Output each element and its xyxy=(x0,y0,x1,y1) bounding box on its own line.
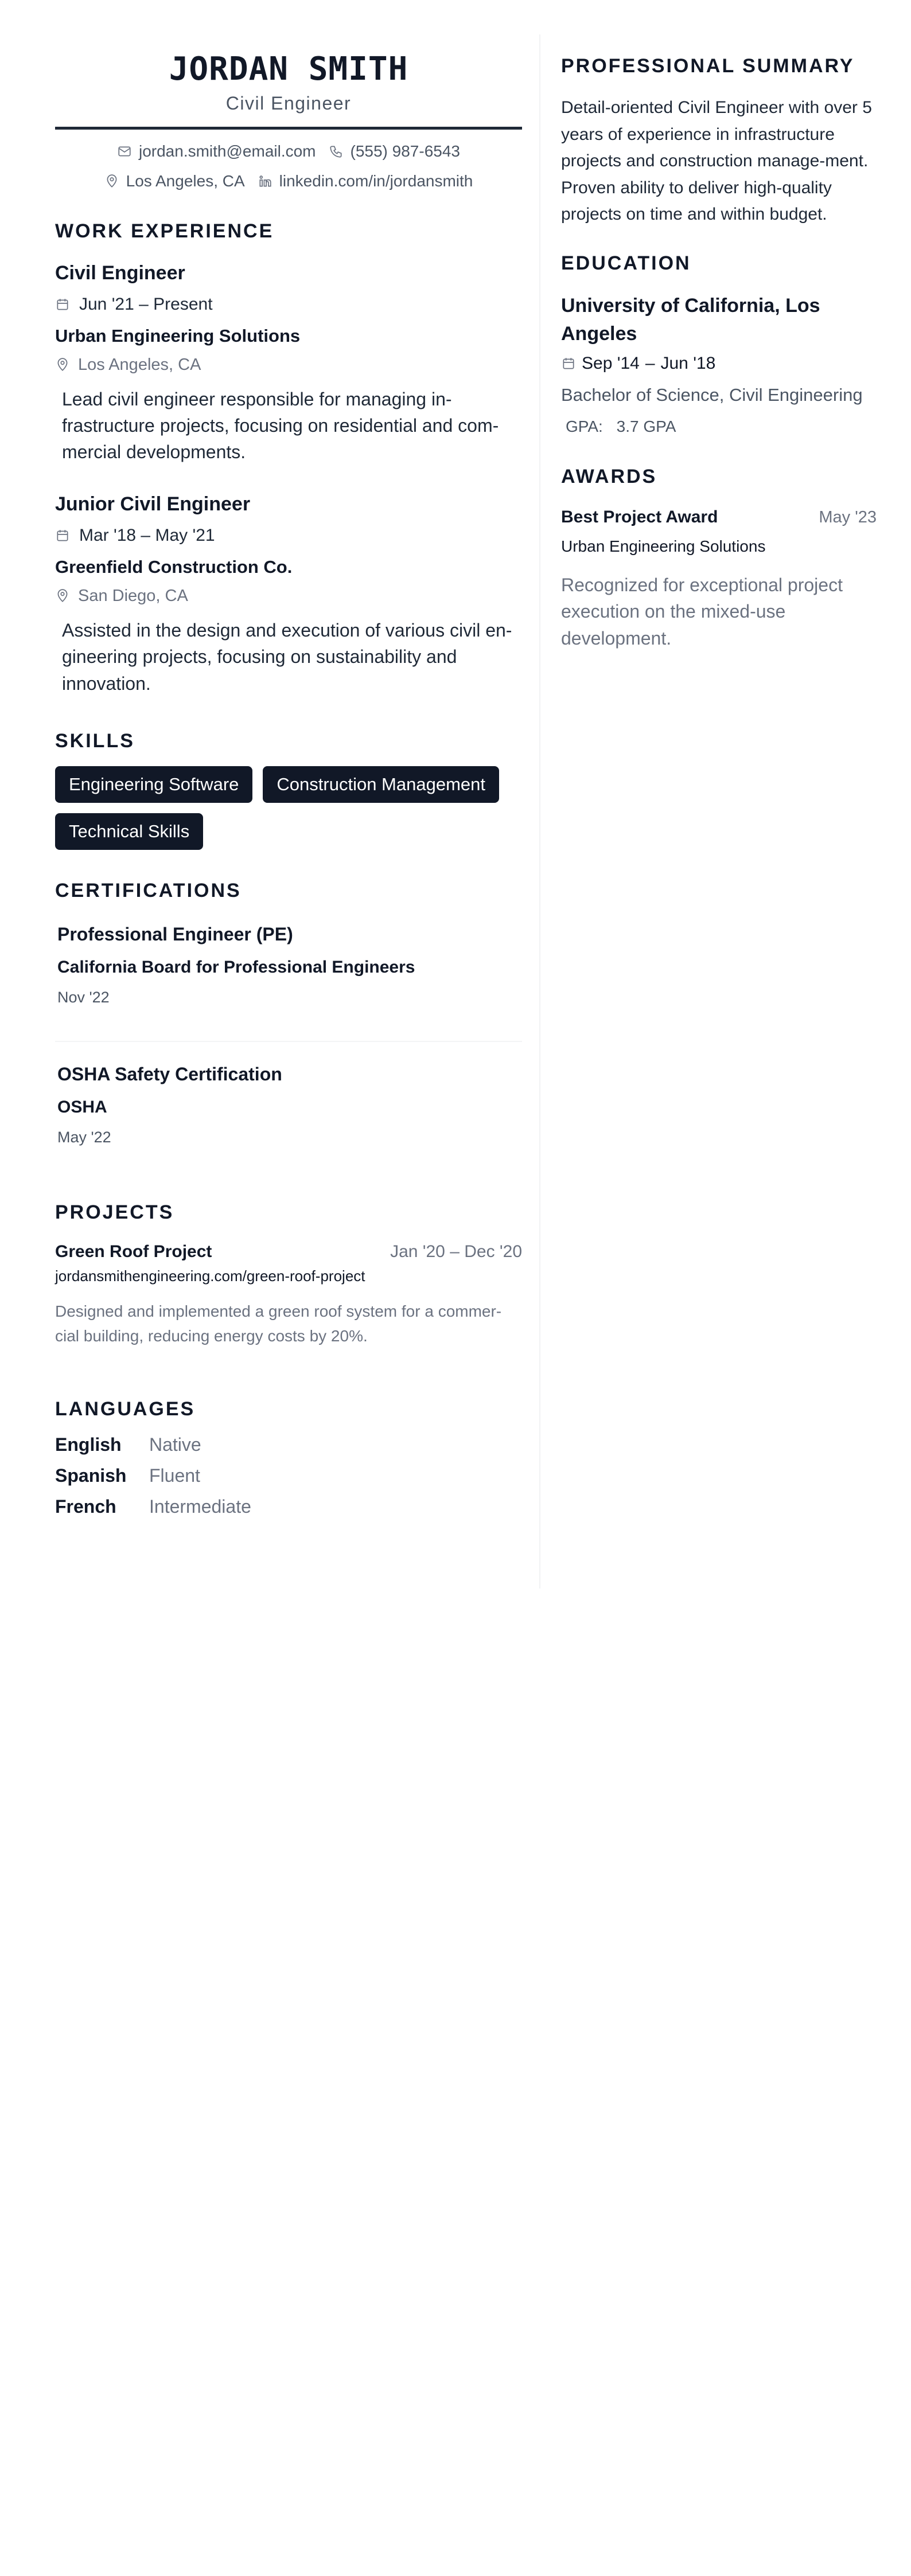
project-dates: Jan '20 – Dec '20 xyxy=(390,1242,522,1261)
gpa-row xyxy=(561,417,877,436)
certification-entry xyxy=(55,924,522,1006)
language-row xyxy=(55,1497,522,1516)
job-location xyxy=(55,587,522,606)
email-text[interactable]: jordan.smith@email.com xyxy=(138,142,316,160)
language-name: French xyxy=(55,1496,116,1517)
job-dates-text: Jun '21 – Present xyxy=(79,294,213,314)
section-title-summary: PROFESSIONAL SUMMARY xyxy=(561,55,855,77)
section-title-projects: PROJECTS xyxy=(55,1201,174,1223)
candidate-name: JORDAN SMITH xyxy=(169,50,408,88)
education-end: Jun '18 xyxy=(660,354,716,373)
job-title: Civil Engineer xyxy=(55,261,185,284)
project-name: Green Roof Project xyxy=(55,1242,212,1261)
language-name: Spanish xyxy=(55,1465,127,1486)
job-location-text: Los Angeles, CA xyxy=(78,355,201,374)
job-title: Junior Civil Engineer xyxy=(55,493,251,515)
certification-issuer: OSHA xyxy=(57,1097,107,1117)
resume-header xyxy=(55,34,522,190)
skills-section xyxy=(55,730,522,850)
language-level: Native xyxy=(149,1434,201,1455)
contact-linkedin[interactable] xyxy=(258,172,473,190)
phone-text[interactable]: (555) 987-6543 xyxy=(350,142,460,160)
award-description: Recognized for exceptional project execution on the mixed-use development. xyxy=(561,575,843,649)
project-description: Designed and implemented a green roof system for a commer-cial building, reducing energy costs by 20%. xyxy=(55,1302,502,1345)
linkedin-icon xyxy=(258,174,272,189)
mail-icon xyxy=(117,144,132,159)
awards-section xyxy=(561,466,877,651)
contact-phone[interactable] xyxy=(329,142,460,161)
calendar-icon xyxy=(561,356,576,371)
right-column xyxy=(540,34,877,2576)
languages-section xyxy=(55,1398,522,1516)
certification-name: OSHA Safety Certification xyxy=(57,1063,282,1084)
project-header xyxy=(55,1242,522,1262)
section-title-certifications: CERTIFICATIONS xyxy=(55,879,242,901)
language-list xyxy=(55,1435,522,1516)
skill-chip: Technical Skills xyxy=(55,813,203,850)
header-divider xyxy=(55,127,522,130)
map-pin-icon xyxy=(104,174,119,189)
certification-date: Nov '22 xyxy=(57,988,110,1006)
job-company: Urban Engineering Solutions xyxy=(55,325,301,346)
education-start: Sep '14 xyxy=(582,354,640,373)
award-organization: Urban Engineering Solutions xyxy=(561,537,766,556)
certification-date: May '22 xyxy=(57,1128,111,1146)
certification-entry xyxy=(55,1064,522,1146)
language-row xyxy=(55,1466,522,1485)
education-dates xyxy=(561,354,877,373)
section-title-languages: LANGUAGES xyxy=(55,1398,196,1420)
job-dates xyxy=(55,295,522,314)
job-location xyxy=(55,356,522,374)
contact-location xyxy=(104,172,245,190)
map-pin-icon xyxy=(55,588,70,603)
job-description: Assisted in the design and execution of various civil en-gineering projects, focusing on sustainability and innovation. xyxy=(62,619,512,694)
calendar-icon xyxy=(55,297,70,312)
certification-divider xyxy=(55,1041,522,1042)
job-location-text: San Diego, CA xyxy=(78,586,188,605)
language-name: English xyxy=(55,1434,122,1455)
job-dates-text: Mar '18 – May '21 xyxy=(79,525,215,545)
summary-text: Detail-oriented Civil Engineer with over 5 years of experience in infrastructure projects and construction manage-ment. Proven ability to deliver high-quality projects on time and within budget. xyxy=(561,98,872,224)
award-header xyxy=(561,508,877,527)
language-level: Fluent xyxy=(149,1465,200,1486)
gpa-value: 3.7 GPA xyxy=(616,417,676,436)
job-entry xyxy=(55,262,522,466)
job-dates xyxy=(55,526,522,545)
contact-row-primary xyxy=(55,142,522,161)
contact-row-secondary xyxy=(55,172,522,190)
certification-issuer: California Board for Professional Engineers xyxy=(57,957,415,977)
degree-text: Bachelor of Science, Civil Engineering xyxy=(561,385,863,405)
section-title-skills: SKILLS xyxy=(55,729,135,752)
education-section xyxy=(561,252,877,436)
work-experience-section xyxy=(55,220,522,697)
left-column xyxy=(55,34,539,1588)
language-row xyxy=(55,1435,522,1454)
calendar-icon xyxy=(55,528,70,543)
job-description: Lead civil engineer responsible for managing in-frastructure projects, focusing on residential and com-mercial developments. xyxy=(62,388,499,463)
award-date: May '23 xyxy=(819,508,877,527)
school-name: University of California, Los Angeles xyxy=(561,294,820,345)
candidate-title: Civil Engineer xyxy=(225,92,352,114)
job-company: Greenfield Construction Co. xyxy=(55,556,293,577)
contact-email[interactable] xyxy=(117,142,316,161)
section-title-work: WORK EXPERIENCE xyxy=(55,220,274,242)
job-entry xyxy=(55,493,522,697)
projects-section xyxy=(55,1201,522,1349)
certifications-section xyxy=(55,880,522,1146)
skill-list xyxy=(55,766,522,850)
phone-icon xyxy=(329,144,344,159)
skill-chip: Engineering Software xyxy=(55,766,252,803)
linkedin-text[interactable]: linkedin.com/in/jordansmith xyxy=(279,171,473,190)
section-title-awards: AWARDS xyxy=(561,466,657,488)
language-level: Intermediate xyxy=(149,1496,251,1517)
gpa-label: GPA: xyxy=(566,417,603,436)
certification-name: Professional Engineer (PE) xyxy=(57,923,293,944)
location-text: Los Angeles, CA xyxy=(126,171,245,190)
skill-chip: Construction Management xyxy=(263,766,499,803)
project-link[interactable]: jordansmithengineering.com/green-roof-project xyxy=(55,1267,365,1285)
summary-section xyxy=(561,55,877,228)
map-pin-icon xyxy=(55,357,70,372)
award-name: Best Project Award xyxy=(561,508,718,527)
education-dash: – xyxy=(645,354,655,373)
section-title-education: EDUCATION xyxy=(561,252,691,274)
